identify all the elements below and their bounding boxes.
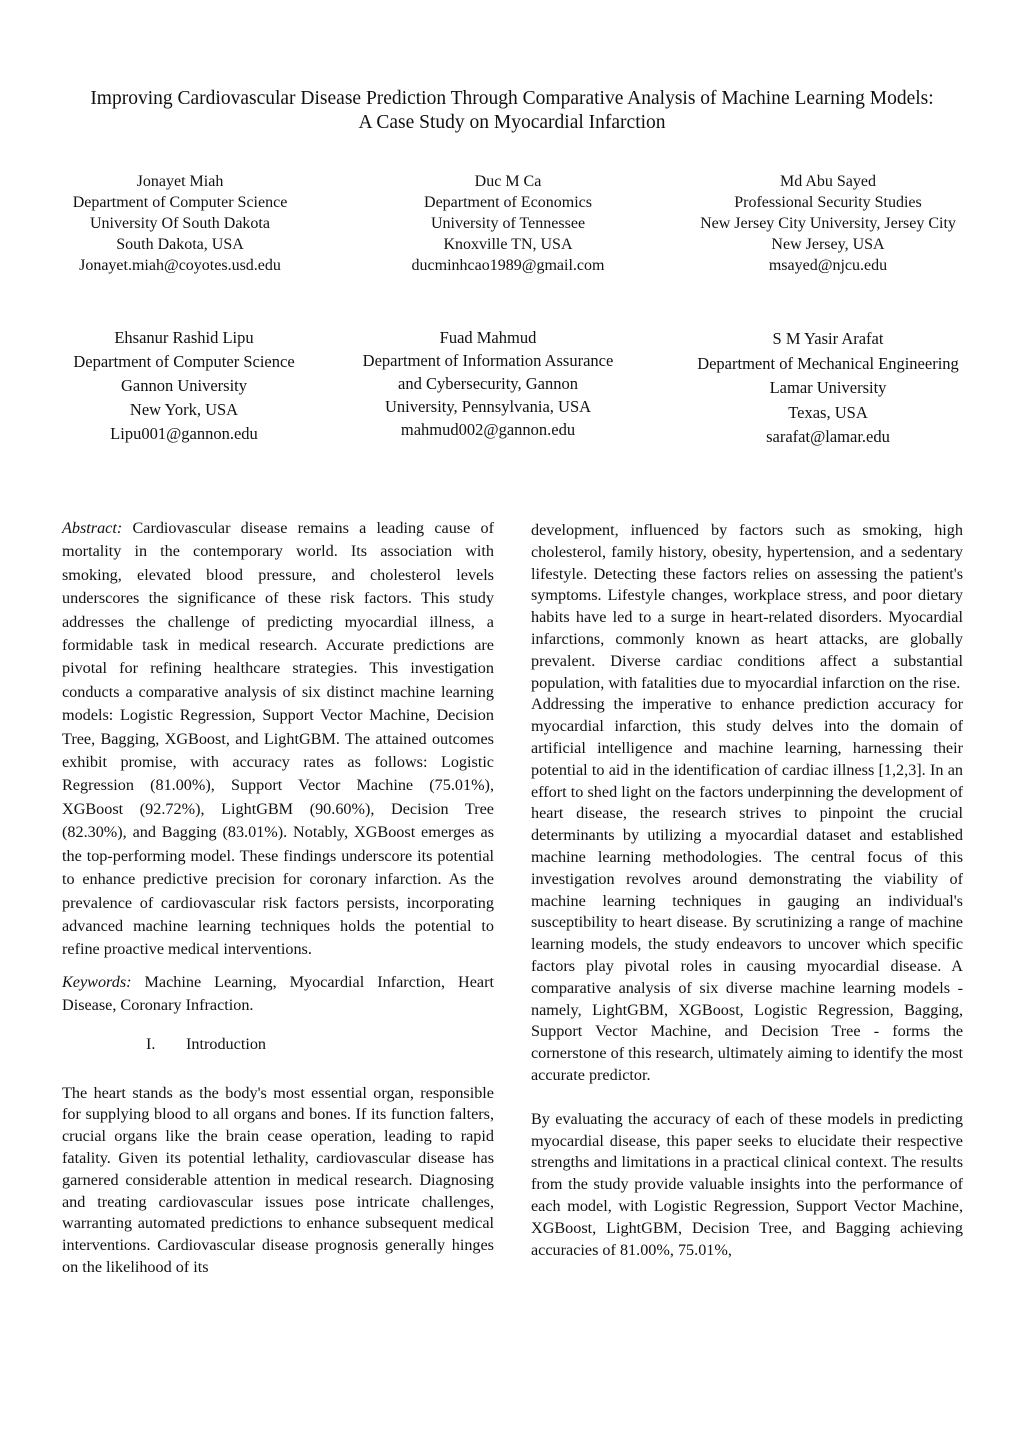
author-location: Texas, USA — [788, 402, 868, 422]
section-number: I. — [146, 1034, 156, 1053]
abstract-text: Cardiovascular disease remains a leading cause of mortality in the contemporary world. Its association with smoking, elevated blood pressure, and cholesterol levels underscores the significance of these risk factors. This study addresses the challenge of predicting myocardial illness, a formidable task in medical research. Accurate predictions are pivotal for refining healthcare strategies. This investigation conducts a comparative analysis of six distinct machine learning models: Logistic Regression, Support Vector Machine, Decision Tree, Bagging, XGBoost, and LightGBM. The attained outcomes exhibit promise, with accuracy rates as follows: Logistic Regression (81.00%), Support Vector Machine (75.01%), XGBoost (92.72%), LightGBM (90.60%), Decision Tree (82.30%), and Bagging (83.01%). Notably, XGBoost emerges as the top-performing model. These findings underscore its potential to enhance predictive precision for coronary infarction. As the prevalence of cardiovascular risk factors persists, incorporating advanced machine learning techniques holds the potential to refine proactive medical interventions. — [62, 519, 494, 959]
keywords-label: Keywords: — [62, 972, 132, 991]
paper-title — [40, 87, 984, 135]
author-location: New Jersey, USA — [771, 236, 885, 253]
author-affiliation: University of Tennessee — [430, 215, 586, 232]
author-name: Duc M Ca — [474, 173, 542, 190]
author-affiliation: Department of Economics — [424, 194, 592, 211]
author-email: Jonayet.miah@coyotes.usd.edu — [79, 257, 281, 274]
section-title: Introduction — [186, 1034, 267, 1053]
author-affiliation: Gannon University — [120, 376, 248, 395]
author-email: Lipu001@gannon.edu — [110, 424, 258, 443]
author-email: msayed@njcu.edu — [768, 257, 888, 274]
author-location: Knoxville TN, USA — [443, 236, 573, 253]
author-affiliation: Department of Computer Science — [73, 352, 295, 371]
left-column — [62, 517, 494, 1279]
author-block-3 — [670, 171, 986, 276]
author-name: S M Yasir Arafat — [772, 329, 884, 348]
right-paragraph-1: development, influenced by factors such as smoking, high cholesterol, family history, obesity, hypertension, and a sedentary lifestyle. Detecting these factors relies on assessing the patient's symptoms. Lifestyle changes, workplace stress, and poor dietary habits have led to a surge in heart-related disorders. Myocardial infarctions, commonly known as heart attacks, are globally prevalent. Diverse cardiac conditions affect a substantial population, with fatalities due to myocardial infarction on the rise. — [531, 521, 963, 692]
author-name: Fuad Mahmud — [439, 328, 537, 347]
author-affiliation: Department of Mechanical Engineering — [697, 353, 959, 373]
author-block-5 — [338, 326, 638, 441]
author-name: Md Abu Sayed — [780, 173, 876, 190]
keywords-text: Machine Learning, Myocardial Infarction, Heart Disease, Coronary Infraction. — [62, 972, 494, 1015]
right-paragraph-3: By evaluating the accuracy of each of these models in predicting myocardial disease, this paper seeks to elucidate their respective strengths and limitations in a practical clinical context. The results from the study provide valuable insights into the performance of each model, with Logistic Regression, Support Vector Machine, XGBoost, LightGBM, Decision Tree, and Bagging achieving accuracies of 81.00%, 75.01%, — [531, 1109, 963, 1259]
author-block-6 — [676, 327, 980, 450]
section-heading-introduction — [62, 1033, 494, 1083]
author-affiliation: Professional Security Studies — [734, 194, 922, 211]
author-location: South Dakota, USA — [116, 236, 244, 253]
author-affiliation: and Cybersecurity, Gannon — [398, 374, 578, 393]
keywords — [62, 971, 494, 1018]
abstract-label: Abstract: — [62, 519, 123, 537]
author-block-4 — [46, 326, 322, 446]
author-block-2 — [368, 171, 648, 276]
author-location: University, Pennsylvania, USA — [384, 397, 592, 416]
author-affiliation: Lamar University — [769, 378, 887, 397]
author-affiliation: Department of Information Assurance — [362, 351, 614, 370]
right-column — [531, 520, 963, 1261]
author-email: mahmud002@gannon.edu — [400, 420, 576, 439]
author-email: sarafat@lamar.edu — [766, 427, 890, 446]
right-paragraph-2: Addressing the imperative to enhance prediction accuracy for myocardial infarction, this study delves into the domain of artificial intelligence and machine learning, harnessing their potential to aid in the identification of cardiac illness [1,2,3]. In an effort to shed light on the factors underpinning the development of heart disease, the research strives to pinpoint the crucial determinants by utilizing a myocardial dataset and established machine learning methodologies. The central focus of this investigation revolves around demonstrating the viability of machine learning techniques in gauging an individual's susceptibility to heart disease. By scrutinizing a range of machine learning models, the study endeavors to uncover which specific factors play pivotal roles in causing myocardial disease. A comparative analysis of six diverse machine learning models - namely, LightGBM, XGBoost, Logistic Regression, Bagging, Support Vector Machine, and Decision Tree - forms the cornerstone of this research, ultimately aiming to identify the most accurate predictor. — [531, 695, 963, 1084]
title-line-1: Improving Cardiovascular Disease Prediction Through Comparative Analysis of Machine Learning Models: — [90, 88, 934, 109]
author-affiliation: University Of South Dakota — [90, 215, 270, 232]
author-email: ducminhcao1989@gmail.com — [411, 257, 605, 274]
author-affiliation: Department of Computer Science — [72, 194, 288, 211]
author-affiliation: New Jersey City University, Jersey City — [700, 215, 956, 232]
author-name: Ehsanur Rashid Lipu — [114, 328, 254, 347]
author-block-1 — [40, 171, 320, 276]
author-location: New York, USA — [129, 400, 239, 419]
author-name: Jonayet Miah — [136, 173, 224, 190]
title-line-2: A Case Study on Myocardial Infarction — [358, 112, 666, 133]
intro-paragraph-1: The heart stands as the body's most essential organ, responsible for supplying blood to all organs and bones. If its function falters, crucial organs like the brain cease operation, leading to rapid fatality. Given its potential lethality, cardiovascular disease has garnered considerable attention in medical research. Diagnosing and treating cardiovascular issues pose intricate challenges, warranting automated predictions to enhance subsequent medical interventions. Cardiovascular disease prognosis generally hinges on the likelihood of its — [62, 1083, 494, 1276]
abstract — [62, 517, 494, 962]
